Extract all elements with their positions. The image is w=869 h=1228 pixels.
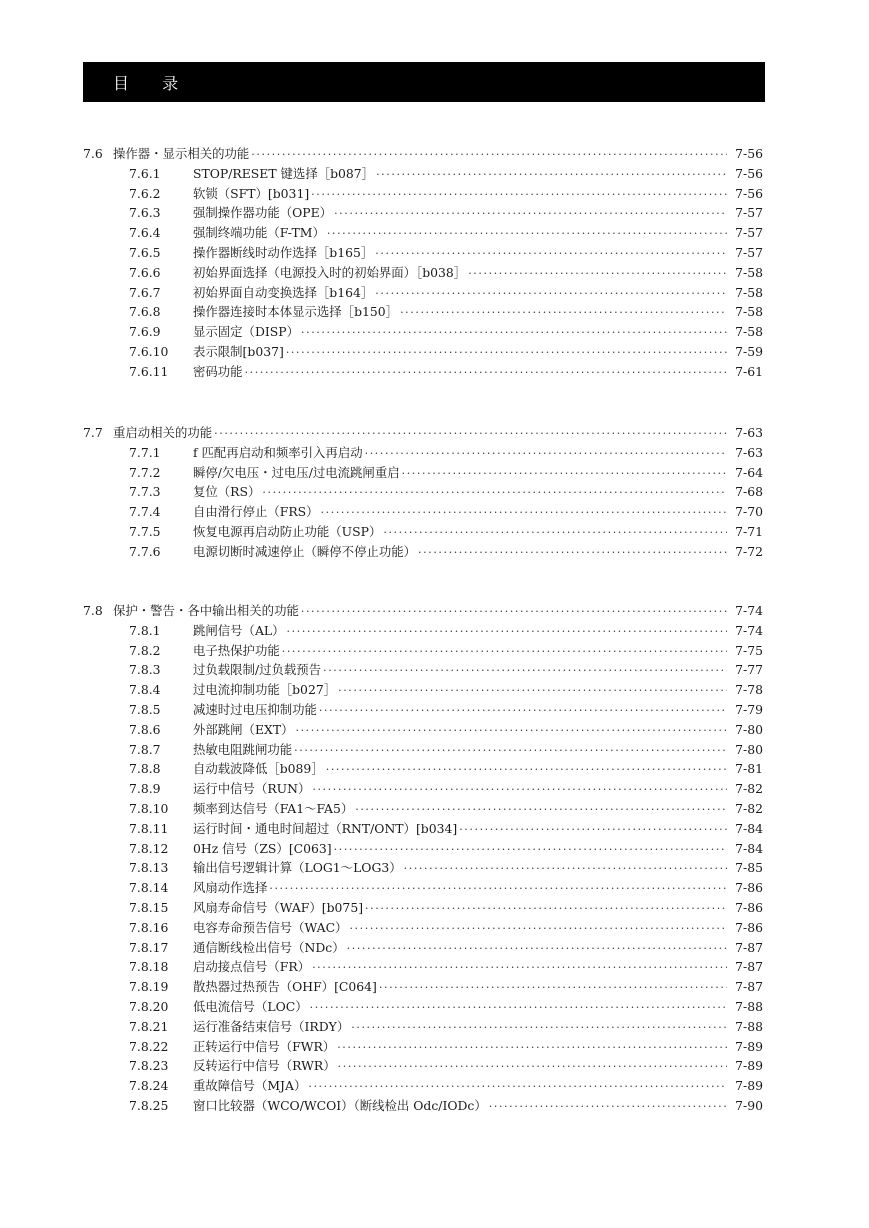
toc-section-heading[interactable] bbox=[83, 601, 763, 621]
toc-entry-page: 7-71 bbox=[735, 523, 763, 539]
toc-entry-page: 7-68 bbox=[735, 484, 763, 500]
toc-entry-number: 7.8.16 bbox=[129, 919, 169, 935]
toc-entry-title: 运行准备结束信号（IRDY） bbox=[193, 1018, 350, 1034]
toc-entry-page: 7-88 bbox=[735, 1018, 763, 1034]
toc-entry-number: 7.8.25 bbox=[129, 1097, 169, 1113]
toc-entry[interactable] bbox=[83, 938, 763, 958]
toc-dot-leader bbox=[294, 741, 727, 761]
toc-entry-title: STOP/RESET 键选择［b087］ bbox=[193, 165, 375, 181]
toc-entry[interactable] bbox=[83, 522, 763, 542]
toc-entry-title: 输出信号逻辑计算（LOG1～LOG3） bbox=[193, 860, 402, 876]
toc-entry-title: 散热器过热预告（OHF）[C064] bbox=[193, 979, 377, 995]
toc-entry-number: 7.8.1 bbox=[129, 622, 161, 638]
toc-entry[interactable] bbox=[83, 283, 763, 303]
toc-dot-leader bbox=[301, 323, 727, 343]
toc-entry-number: 7.8.22 bbox=[129, 1038, 169, 1054]
toc-entry-page: 7-57 bbox=[735, 244, 763, 260]
toc-entry-page: 7-74 bbox=[735, 603, 763, 618]
toc-entry[interactable] bbox=[83, 1076, 763, 1096]
page-title: 目 录 bbox=[113, 74, 193, 93]
toc-entry-number: 7.8.8 bbox=[129, 761, 161, 777]
toc-section-heading[interactable] bbox=[83, 423, 763, 443]
toc-entry-title: 重启动相关的功能 bbox=[113, 425, 213, 440]
toc-entry-title: 低电流信号（LOC） bbox=[193, 998, 308, 1014]
toc-entry[interactable] bbox=[83, 223, 763, 243]
toc-dot-leader bbox=[214, 424, 727, 444]
toc-entry-page: 7-56 bbox=[735, 185, 763, 201]
toc-entry-page: 7-74 bbox=[735, 622, 763, 638]
toc-dot-leader bbox=[286, 343, 727, 363]
toc-entry-title: 重故障信号（MJA） bbox=[193, 1078, 307, 1094]
toc-entry-number: 7.8 bbox=[83, 603, 103, 618]
toc-dot-leader bbox=[295, 721, 727, 741]
toc-entry-title: 减速时过电压抑制功能 bbox=[193, 701, 317, 717]
toc-entry-title: 恢复电源再启动防止功能（USP） bbox=[193, 523, 382, 539]
toc-dot-leader bbox=[365, 444, 727, 464]
toc-entry[interactable] bbox=[83, 720, 763, 740]
toc-section-7-7 bbox=[83, 423, 763, 562]
toc-entry-page: 7-87 bbox=[735, 979, 763, 995]
toc-entry-number: 7.6.5 bbox=[129, 244, 161, 260]
toc-entry-title: 强制操作器功能（OPE） bbox=[193, 205, 333, 221]
toc-entry-title: 操作器连接时本体显示选择［b150］ bbox=[193, 304, 399, 320]
toc-entry-page: 7-87 bbox=[735, 959, 763, 975]
toc-entry-page: 7-80 bbox=[735, 721, 763, 737]
toc-dot-leader bbox=[375, 284, 727, 304]
toc-entry[interactable] bbox=[83, 203, 763, 223]
toc-entry-title: 强制终端功能（F-TM） bbox=[193, 225, 325, 241]
toc-entry[interactable] bbox=[83, 443, 763, 463]
toc-entry-number: 7.8.15 bbox=[129, 899, 169, 915]
toc-entry-page: 7-64 bbox=[735, 464, 763, 480]
toc-entry[interactable] bbox=[83, 957, 763, 977]
toc-dot-leader bbox=[400, 303, 727, 323]
toc-dot-leader bbox=[287, 622, 727, 642]
toc-entry-number: 7.6.3 bbox=[129, 205, 161, 221]
toc-entry-page: 7-56 bbox=[735, 165, 763, 181]
toc-entry-title: 风扇寿命信号（WAF）[b075] bbox=[193, 899, 364, 915]
toc-entry-title: 运行中信号（RUN） bbox=[193, 781, 311, 797]
toc-entry-page: 7-80 bbox=[735, 741, 763, 757]
toc-entry-page: 7-86 bbox=[735, 899, 763, 915]
toc-entry[interactable] bbox=[83, 482, 763, 502]
toc-dot-leader bbox=[312, 780, 727, 800]
toc-entry[interactable] bbox=[83, 1096, 763, 1116]
toc-entry-title: 0Hz 信号（ZS）[C063] bbox=[193, 840, 332, 856]
toc-dot-leader bbox=[376, 165, 727, 185]
toc-entry-number: 7.8.2 bbox=[129, 642, 161, 658]
toc-entry-number: 7.8.23 bbox=[129, 1058, 169, 1074]
toc-entry-page: 7-86 bbox=[735, 919, 763, 935]
toc-dot-leader bbox=[321, 503, 727, 523]
toc-entry-number: 7.8.6 bbox=[129, 721, 161, 737]
toc-entry-page: 7-72 bbox=[735, 543, 763, 559]
toc-entry-title: 过电流抑制功能［b027］ bbox=[193, 682, 337, 698]
toc-entry-title: 风扇动作选择 bbox=[193, 880, 268, 896]
toc-entry-number: 7.6.11 bbox=[129, 363, 169, 379]
toc-entry-title: 过负载限制/过负载预告 bbox=[193, 662, 322, 678]
toc-entry[interactable] bbox=[83, 362, 763, 382]
toc-entry-page: 7-89 bbox=[735, 1058, 763, 1074]
toc-section-7-8 bbox=[83, 601, 763, 1116]
toc-entry-number: 7.7.2 bbox=[129, 464, 161, 480]
toc-entry[interactable] bbox=[83, 1037, 763, 1057]
toc-dot-leader bbox=[327, 224, 727, 244]
toc-entry[interactable] bbox=[83, 164, 763, 184]
toc-dot-leader bbox=[489, 1097, 727, 1117]
toc-entry-title: 瞬停/欠电压・过电压/过电流跳闸重启 bbox=[193, 464, 400, 480]
toc-entry-number: 7.8.17 bbox=[129, 939, 169, 955]
toc-entry-page: 7-58 bbox=[735, 284, 763, 300]
toc-entry-number: 7.7.6 bbox=[129, 543, 161, 559]
toc-entry-number: 7.6.2 bbox=[129, 185, 161, 201]
toc-entry-number: 7.6.4 bbox=[129, 225, 161, 241]
toc-entry[interactable] bbox=[83, 621, 763, 641]
toc-dot-leader bbox=[323, 661, 727, 681]
toc-entry-number: 7.8.5 bbox=[129, 701, 161, 717]
toc-dot-leader bbox=[379, 978, 727, 998]
toc-entry-title: 通信断线检出信号（NDc） bbox=[193, 939, 345, 955]
toc-entry-title: 初始界面自动变换选择［b164］ bbox=[193, 284, 374, 300]
toc-entry-number: 7.8.18 bbox=[129, 959, 169, 975]
toc-dot-leader bbox=[338, 1057, 727, 1077]
toc-entry-page: 7-75 bbox=[735, 642, 763, 658]
toc-entry-title: 反转运行中信号（RWR） bbox=[193, 1058, 336, 1074]
toc-dot-leader bbox=[402, 464, 727, 484]
toc-dot-leader bbox=[310, 998, 727, 1018]
toc-entry-title: 跳闸信号（AL） bbox=[193, 622, 285, 638]
toc-dot-leader bbox=[375, 244, 727, 264]
toc-dot-leader bbox=[251, 145, 727, 165]
toc-entry-number: 7.8.13 bbox=[129, 860, 169, 876]
toc-dot-leader bbox=[301, 602, 727, 622]
toc-entry-page: 7-81 bbox=[735, 761, 763, 777]
toc-entry[interactable] bbox=[83, 243, 763, 263]
toc-entry[interactable] bbox=[83, 1017, 763, 1037]
toc-entry-page: 7-79 bbox=[735, 701, 763, 717]
toc-dot-leader bbox=[418, 543, 727, 563]
toc-entry-title: 操作器・显示相关的功能 bbox=[113, 146, 250, 161]
toc-section-7-6 bbox=[83, 144, 763, 382]
toc-entry-number: 7.8.14 bbox=[129, 880, 169, 896]
toc-entry-page: 7-85 bbox=[735, 860, 763, 876]
toc-entry-title: 外部跳闸（EXT） bbox=[193, 721, 294, 737]
toc-dot-leader bbox=[468, 264, 727, 284]
toc-dot-leader bbox=[312, 958, 727, 978]
toc-entry-title: 自由滑行停止（FRS） bbox=[193, 504, 319, 520]
toc-entry[interactable] bbox=[83, 502, 763, 522]
toc-entry[interactable] bbox=[83, 918, 763, 938]
toc-entry-page: 7-58 bbox=[735, 264, 763, 280]
toc-entry-number: 7.7.3 bbox=[129, 484, 161, 500]
toc-dot-leader bbox=[245, 363, 727, 383]
toc-dot-leader bbox=[308, 1077, 727, 1097]
toc-dot-leader bbox=[365, 899, 727, 919]
toc-dot-leader bbox=[334, 204, 727, 224]
toc-entry[interactable] bbox=[83, 700, 763, 720]
toc-dot-leader bbox=[334, 840, 727, 860]
toc-entry-page: 7-61 bbox=[735, 363, 763, 379]
toc-entry[interactable] bbox=[83, 660, 763, 680]
toc-entry-page: 7-90 bbox=[735, 1097, 763, 1113]
toc-entry-page: 7-77 bbox=[735, 662, 763, 678]
toc-entry-page: 7-82 bbox=[735, 800, 763, 816]
toc-entry-title: 复位（RS） bbox=[193, 484, 261, 500]
toc-entry[interactable] bbox=[83, 839, 763, 859]
toc-entry-title: 电源切断时减速停止（瞬停不停止功能） bbox=[193, 543, 417, 559]
toc-entry-number: 7.8.19 bbox=[129, 979, 169, 995]
toc-entry-number: 7.6.10 bbox=[129, 343, 169, 359]
toc-dot-leader bbox=[282, 642, 727, 662]
toc-entry[interactable] bbox=[83, 342, 763, 362]
toc-entry[interactable] bbox=[83, 740, 763, 760]
toc-entry-number: 7.6 bbox=[83, 146, 103, 161]
toc-dot-leader bbox=[404, 859, 727, 879]
toc-entry-number: 7.6.1 bbox=[129, 165, 161, 181]
toc-dot-leader bbox=[262, 483, 727, 503]
header-bar bbox=[83, 62, 765, 102]
toc-entry-title: 软锁（SFT）[b031] bbox=[193, 185, 310, 201]
toc-entry-title: 正转运行中信号（FWR） bbox=[193, 1038, 336, 1054]
toc-entry-number: 7.8.12 bbox=[129, 840, 169, 856]
toc-entry-page: 7-89 bbox=[735, 1078, 763, 1094]
toc-dot-leader bbox=[326, 760, 727, 780]
toc-entry[interactable] bbox=[83, 779, 763, 799]
toc-entry-page: 7-59 bbox=[735, 343, 763, 359]
toc-entry[interactable] bbox=[83, 463, 763, 483]
toc-entry-title: 自动载波降低［b089］ bbox=[193, 761, 324, 777]
toc-entry-page: 7-56 bbox=[735, 146, 763, 161]
toc-dot-leader bbox=[319, 701, 727, 721]
toc-entry-number: 7.8.24 bbox=[129, 1078, 169, 1094]
toc-entry-number: 7.8.7 bbox=[129, 741, 161, 757]
toc-dot-leader bbox=[351, 1018, 727, 1038]
toc-entry[interactable] bbox=[83, 302, 763, 322]
toc-dot-leader bbox=[311, 185, 727, 205]
toc-entry[interactable] bbox=[83, 997, 763, 1017]
toc-dot-leader bbox=[338, 681, 727, 701]
toc-entry-page: 7-82 bbox=[735, 781, 763, 797]
toc-entry-title: 初始界面选择（电源投入时的初始界面）［b038］ bbox=[193, 264, 467, 280]
toc-entry-number: 7.8.11 bbox=[129, 820, 169, 836]
toc-dot-leader bbox=[269, 879, 727, 899]
toc-entry[interactable] bbox=[83, 977, 763, 997]
toc-entry-page: 7-84 bbox=[735, 820, 763, 836]
toc-entry-title: 显示固定（DISP） bbox=[193, 324, 299, 340]
toc-entry-title: 密码功能 bbox=[193, 363, 243, 379]
toc-entry-title: 窗口比较器（WCO/WCOI）（断线检出 Odc/IODc） bbox=[193, 1097, 487, 1113]
toc-entry-page: 7-58 bbox=[735, 304, 763, 320]
toc-entry-number: 7.8.9 bbox=[129, 781, 161, 797]
toc-entry-number: 7.7.1 bbox=[129, 444, 161, 460]
toc-entry-title: 热敏电阻跳闸功能 bbox=[193, 741, 293, 757]
toc-dot-leader bbox=[337, 1038, 727, 1058]
toc-dot-leader bbox=[349, 919, 727, 939]
toc-dot-leader bbox=[383, 523, 727, 543]
toc-entry-number: 7.7 bbox=[83, 425, 103, 440]
toc-entry-page: 7-58 bbox=[735, 324, 763, 340]
toc-entry[interactable] bbox=[83, 898, 763, 918]
toc-entry-title: 频率到达信号（FA1～FA5） bbox=[193, 800, 354, 816]
toc-entry[interactable] bbox=[83, 1056, 763, 1076]
toc-entry-page: 7-57 bbox=[735, 225, 763, 241]
toc-entry-title: 运行时间・通电时间超过（RNT/ONT）[b034] bbox=[193, 820, 458, 836]
toc-entry-page: 7-88 bbox=[735, 998, 763, 1014]
toc-entry-number: 7.6.9 bbox=[129, 324, 161, 340]
toc-entry[interactable] bbox=[83, 322, 763, 342]
toc-entry-title: 电容寿命预告信号（WAC） bbox=[193, 919, 348, 935]
toc-entry-title: 操作器断线时动作选择［b165］ bbox=[193, 244, 374, 260]
toc-entry-number: 7.6.7 bbox=[129, 284, 161, 300]
toc-entry[interactable] bbox=[83, 184, 763, 204]
toc-entry-number: 7.7.4 bbox=[129, 504, 161, 520]
toc-entry[interactable] bbox=[83, 641, 763, 661]
toc-entry[interactable] bbox=[83, 799, 763, 819]
toc-entry-title: 电子热保护功能 bbox=[193, 642, 280, 658]
toc-entry-title: 保护・警告・各中输出相关的功能 bbox=[113, 603, 299, 618]
toc-entry-title: f 匹配再启动和频率引入再启动 bbox=[193, 444, 363, 460]
toc-entry-page: 7-86 bbox=[735, 880, 763, 896]
toc-entry[interactable] bbox=[83, 542, 763, 562]
toc-entry[interactable] bbox=[83, 680, 763, 700]
toc-entry-number: 7.8.20 bbox=[129, 998, 169, 1014]
toc-entry-number: 7.8.4 bbox=[129, 682, 161, 698]
toc-entry[interactable] bbox=[83, 878, 763, 898]
toc-dot-leader bbox=[347, 939, 727, 959]
toc-entry-number: 7.6.6 bbox=[129, 264, 161, 280]
toc-entry-number: 7.8.10 bbox=[129, 800, 169, 816]
toc-entry[interactable] bbox=[83, 819, 763, 839]
toc-entry-number: 7.8.21 bbox=[129, 1018, 169, 1034]
toc-entry[interactable] bbox=[83, 263, 763, 283]
toc-entry[interactable] bbox=[83, 759, 763, 779]
toc-entry-title: 启动接点信号（FR） bbox=[193, 959, 311, 975]
toc-entry-page: 7-63 bbox=[735, 425, 763, 440]
toc-entry-page: 7-89 bbox=[735, 1038, 763, 1054]
toc-entry-page: 7-63 bbox=[735, 444, 763, 460]
toc-dot-leader bbox=[355, 800, 727, 820]
toc-entry-number: 7.8.3 bbox=[129, 662, 161, 678]
toc-section-heading[interactable] bbox=[83, 144, 763, 164]
toc-entry-page: 7-87 bbox=[735, 939, 763, 955]
toc-entry-page: 7-84 bbox=[735, 840, 763, 856]
toc-dot-leader bbox=[459, 820, 727, 840]
toc-entry-page: 7-57 bbox=[735, 205, 763, 221]
toc-entry-number: 7.6.8 bbox=[129, 304, 161, 320]
toc-entry-title: 表示限制[b037] bbox=[193, 343, 284, 359]
toc-entry[interactable] bbox=[83, 858, 763, 878]
toc-entry-number: 7.7.5 bbox=[129, 523, 161, 539]
toc-entry-page: 7-78 bbox=[735, 682, 763, 698]
toc-entry-page: 7-70 bbox=[735, 504, 763, 520]
